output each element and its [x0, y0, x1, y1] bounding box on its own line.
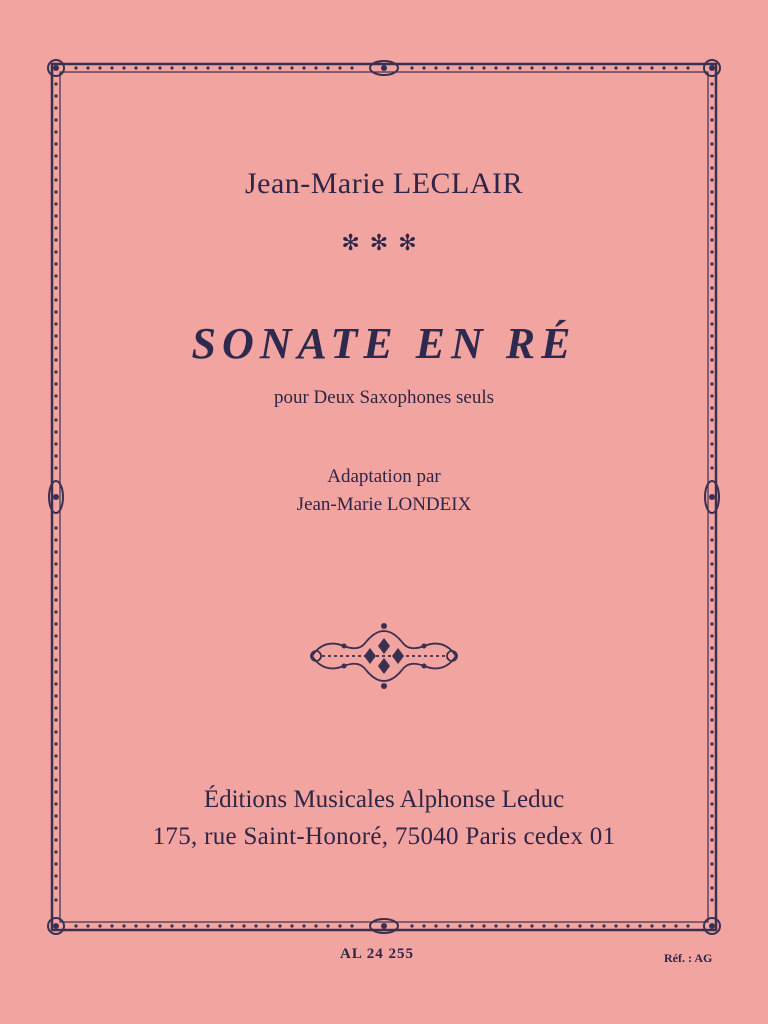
- adapter-name: Jean-Marie LONDEIX: [296, 494, 472, 515]
- work-title: SONATE EN RÉ: [191, 319, 577, 368]
- catalog-number: AL 24 255: [340, 946, 415, 962]
- reference-code: Réf. : AG: [664, 951, 713, 965]
- floral-vignette-icon: [304, 616, 464, 696]
- stars-icon: ✻✻✻: [341, 230, 427, 255]
- publisher-address: 175, rue Saint-Honoré, 75040 Paris cedex 01: [152, 823, 616, 850]
- publisher-name: Éditions Musicales Alphonse Leduc: [203, 786, 565, 813]
- corner-ornament-top-right: [704, 60, 720, 76]
- corner-ornament-bottom-right: [704, 918, 720, 934]
- instrumentation-subtitle: pour Deux Saxophones seuls: [273, 387, 495, 408]
- corner-ornament-bottom-left: [48, 918, 64, 934]
- composer-name: Jean-Marie LECLAIR: [244, 167, 524, 200]
- adaptation-label: Adaptation par: [327, 466, 441, 487]
- corner-ornament-top-left: [48, 60, 64, 76]
